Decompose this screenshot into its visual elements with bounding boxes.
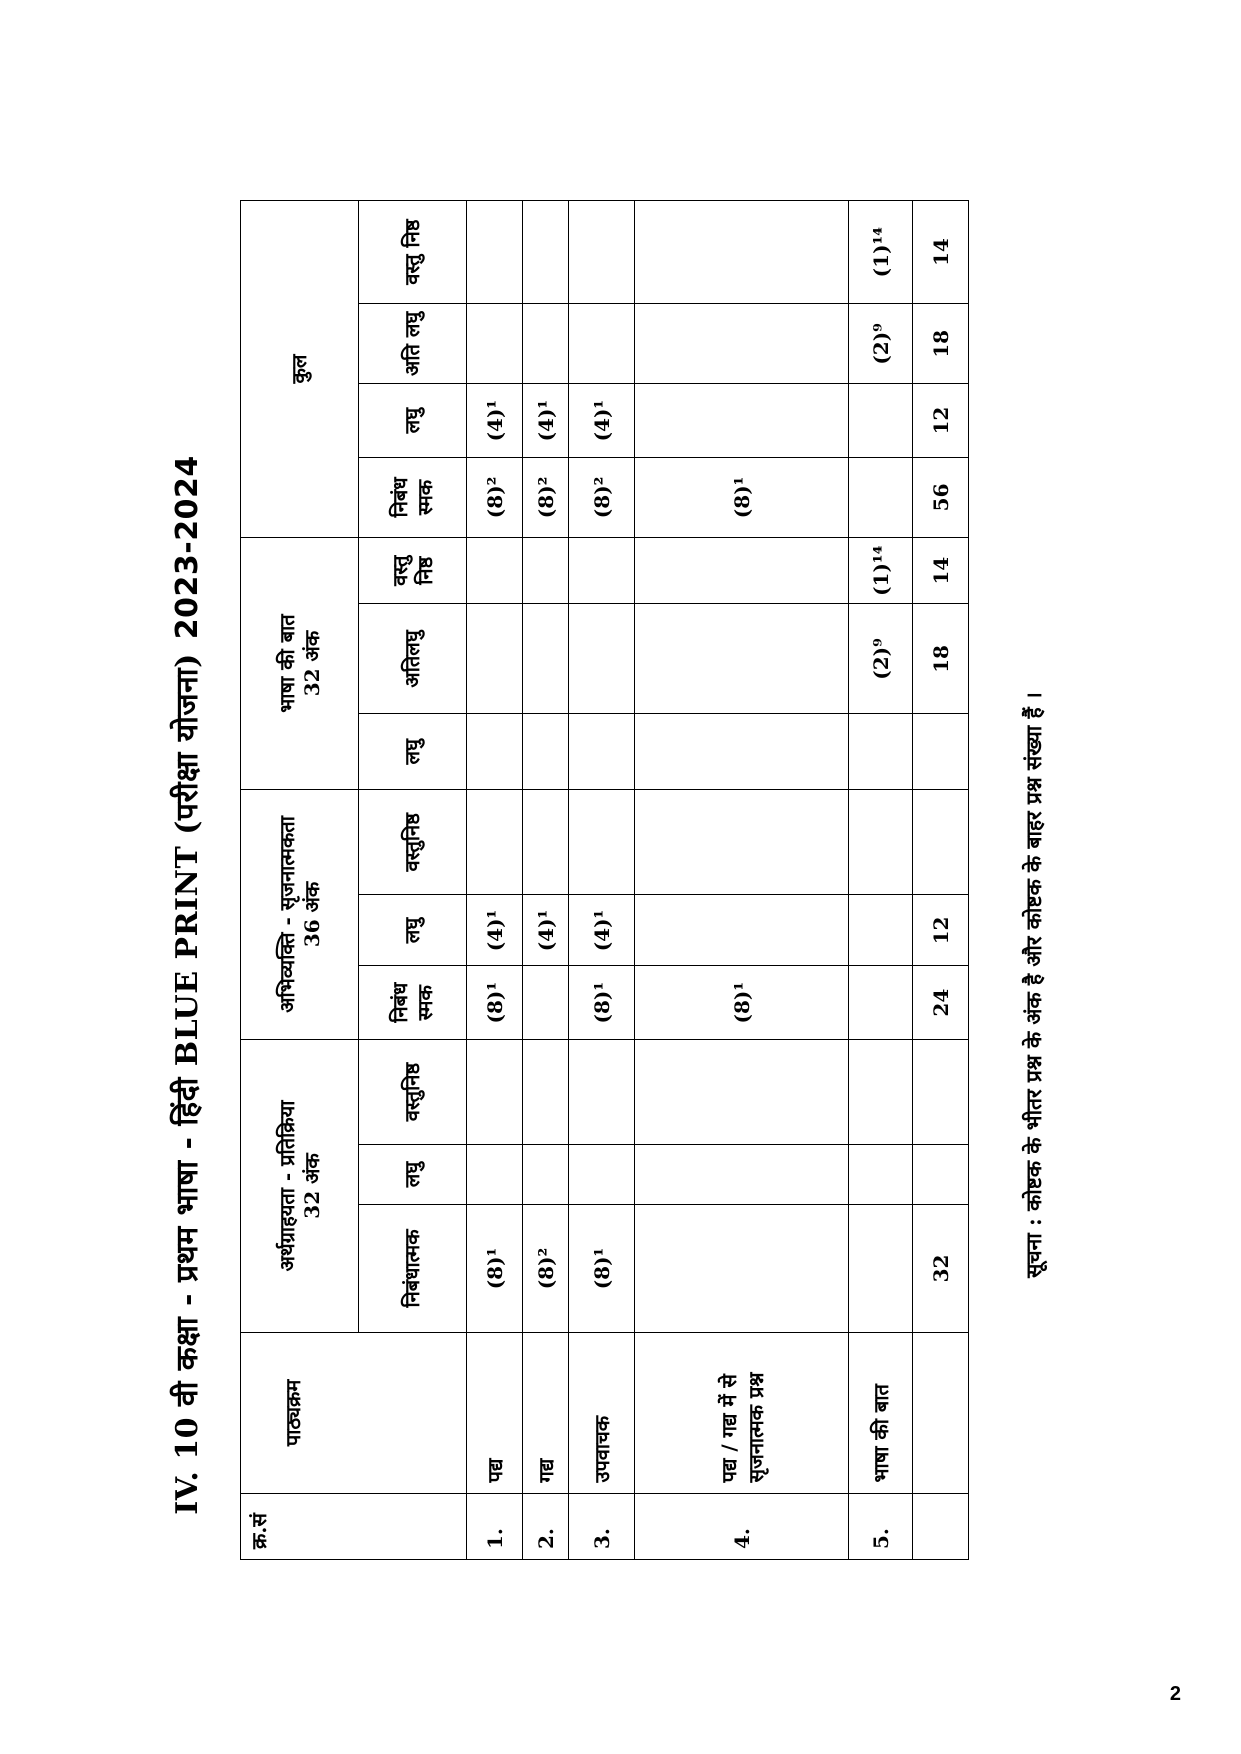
header-total: कुल bbox=[241, 201, 359, 538]
table-cell bbox=[635, 895, 849, 966]
table-cell bbox=[569, 1145, 635, 1205]
table-cell bbox=[523, 966, 569, 1039]
table-cell bbox=[635, 604, 849, 714]
row-topic: पद्य / गद्य में से सृजनात्मक प्रश्न bbox=[635, 1333, 849, 1493]
table-cell: (4)¹ bbox=[569, 384, 635, 457]
table-cell: 18 bbox=[913, 604, 969, 714]
table-cell: (2)⁹ bbox=[849, 304, 913, 384]
header-expression-name: अभिव्यक्ति - सृजनात्मकता bbox=[274, 816, 299, 1013]
header-language-marks: 32 अंक bbox=[299, 630, 324, 697]
table-cell bbox=[467, 537, 523, 603]
table-cell bbox=[635, 790, 849, 895]
table-cell: 56 bbox=[913, 457, 969, 537]
header-expression bbox=[241, 790, 359, 1040]
table-cell: (8)¹ bbox=[569, 1204, 635, 1332]
header-comprehension bbox=[241, 1039, 359, 1332]
table-cell bbox=[569, 1039, 635, 1144]
title-text: IV. 10 वी कक्षा - प्रथम भाषा - हिंदी BLUE PRINT (परीक्षा योजना) bbox=[170, 653, 205, 1515]
header-expression-marks: 36 अंक bbox=[299, 881, 324, 948]
table-cell bbox=[569, 604, 635, 714]
table-cell bbox=[913, 790, 969, 895]
sub-vastunishth: वस्तुनिष्ठ bbox=[359, 1039, 467, 1144]
sub-laghu-4: लघु bbox=[359, 384, 467, 457]
table-cell bbox=[523, 537, 569, 603]
header-language bbox=[241, 537, 359, 789]
table-cell bbox=[523, 1039, 569, 1144]
table-cell bbox=[849, 966, 913, 1039]
table-cell bbox=[849, 1204, 913, 1332]
table-cell: 32 bbox=[913, 1204, 969, 1332]
table-cell bbox=[849, 1039, 913, 1144]
table-cell: (8)¹ bbox=[467, 966, 523, 1039]
title-year: 2023-2024 bbox=[170, 455, 205, 640]
sub-ati-laghu: अति लघु bbox=[359, 304, 467, 384]
table-cell bbox=[569, 790, 635, 895]
table-row bbox=[849, 201, 913, 1560]
table-cell: 14 bbox=[913, 537, 969, 603]
sub-vastu-nishth: वस्तु निष्ठ bbox=[359, 537, 467, 603]
table-row bbox=[635, 201, 849, 1560]
row-topic: उपवाचक bbox=[569, 1333, 635, 1493]
page-number: 2 bbox=[1169, 1683, 1181, 1705]
sub-laghu: लघु bbox=[359, 1145, 467, 1205]
row-sno: 1. bbox=[467, 1493, 523, 1559]
table-cell bbox=[467, 604, 523, 714]
table-cell bbox=[569, 201, 635, 304]
table-cell bbox=[849, 714, 913, 790]
table-cell: (8)¹ bbox=[635, 457, 849, 537]
row-sno: 2. bbox=[523, 1493, 569, 1559]
table-row bbox=[467, 201, 523, 1560]
table-cell bbox=[635, 1039, 849, 1144]
rotated-page bbox=[0, 219, 1046, 1560]
table-cell: 18 bbox=[913, 304, 969, 384]
table-cell bbox=[523, 1145, 569, 1205]
table-cell bbox=[635, 1204, 849, 1332]
table-cell bbox=[849, 790, 913, 895]
table-cell: (8)¹ bbox=[635, 966, 849, 1039]
table-cell bbox=[635, 384, 849, 457]
table-cell bbox=[523, 304, 569, 384]
row-topic: गद्य bbox=[523, 1333, 569, 1493]
table-row bbox=[569, 201, 635, 1560]
table-cell: 12 bbox=[913, 384, 969, 457]
sub-nibandh-smak-2: निबंध स्मक bbox=[359, 457, 467, 537]
table-cell bbox=[467, 304, 523, 384]
table-cell bbox=[467, 201, 523, 304]
sub-laghu-3: लघु bbox=[359, 714, 467, 790]
table-cell bbox=[849, 384, 913, 457]
table-cell: (4)¹ bbox=[467, 384, 523, 457]
note-text: सूचना : कोष्टक के भीतर प्रश्न के अंक है और कोष्टक के बाहर प्रश्न संख्या हैं । bbox=[1021, 692, 1046, 1278]
table-cell bbox=[635, 201, 849, 304]
table-cell: (2)⁹ bbox=[849, 604, 913, 714]
table-cell: 12 bbox=[913, 895, 969, 966]
header-syllabus: पाठ्यक्रम bbox=[241, 1333, 467, 1493]
table-cell bbox=[849, 457, 913, 537]
sub-laghu-2: लघु bbox=[359, 895, 467, 966]
table-cell: (4)¹ bbox=[569, 895, 635, 966]
table-cell bbox=[569, 537, 635, 603]
table-cell bbox=[523, 714, 569, 790]
row-sno: 5. bbox=[849, 1493, 913, 1559]
header-comprehension-name: अर्थग्राहयता - प्रतिक्रिया bbox=[274, 1100, 299, 1272]
table-cell bbox=[467, 790, 523, 895]
row-topic bbox=[913, 1333, 969, 1493]
table-cell bbox=[523, 604, 569, 714]
sub-atilaghu: अतिलघु bbox=[359, 604, 467, 714]
table-cell bbox=[849, 1145, 913, 1205]
table-cell: (8)² bbox=[467, 457, 523, 537]
table-cell bbox=[913, 1145, 969, 1205]
table-cell: (4)¹ bbox=[467, 895, 523, 966]
header-language-name: भाषा की बात bbox=[274, 614, 299, 713]
table-cell bbox=[635, 714, 849, 790]
table-cell: (8)² bbox=[523, 457, 569, 537]
sub-nibandhatmak: निबंधात्मक bbox=[359, 1204, 467, 1332]
table-cell bbox=[913, 714, 969, 790]
table-cell: (8)¹ bbox=[467, 1204, 523, 1332]
table-cell bbox=[635, 304, 849, 384]
table-row bbox=[523, 201, 569, 1560]
table-cell: (8)¹ bbox=[569, 966, 635, 1039]
row-sno bbox=[913, 1493, 969, 1559]
table-cell bbox=[635, 537, 849, 603]
table-cell: 24 bbox=[913, 966, 969, 1039]
table-row bbox=[913, 201, 969, 1560]
table-cell bbox=[635, 1145, 849, 1205]
table-cell: (1)¹⁴ bbox=[849, 537, 913, 603]
table-cell: (4)¹ bbox=[523, 384, 569, 457]
header-sno: क्र.सं bbox=[241, 1493, 467, 1559]
table-cell bbox=[569, 304, 635, 384]
sub-nibandh-smak: निबंध स्मक bbox=[359, 966, 467, 1039]
table-cell bbox=[849, 895, 913, 966]
row-topic: पद्य bbox=[467, 1333, 523, 1493]
table-cell: (8)² bbox=[569, 457, 635, 537]
table-cell: (1)¹⁴ bbox=[849, 201, 913, 304]
table-cell bbox=[523, 201, 569, 304]
row-topic: भाषा की बात bbox=[849, 1333, 913, 1493]
table-cell: 14 bbox=[913, 201, 969, 304]
sub-vastunishth-2: वस्तुनिष्ठ bbox=[359, 790, 467, 895]
table-cell: (8)² bbox=[523, 1204, 569, 1332]
table-cell bbox=[913, 1039, 969, 1144]
sub-vastu-nishth-2: वस्तु निष्ठ bbox=[359, 201, 467, 304]
row-sno: 4. bbox=[635, 1493, 849, 1559]
table-cell: (4)¹ bbox=[523, 895, 569, 966]
table-cell bbox=[467, 714, 523, 790]
blueprint-table bbox=[240, 200, 969, 1560]
page-title bbox=[165, 410, 206, 1560]
table-cell bbox=[523, 790, 569, 895]
header-comprehension-marks: 32 अंक bbox=[299, 1153, 324, 1219]
table-cell bbox=[467, 1145, 523, 1205]
table-cell bbox=[467, 1039, 523, 1144]
row-sno: 3. bbox=[569, 1493, 635, 1559]
table-cell bbox=[569, 714, 635, 790]
